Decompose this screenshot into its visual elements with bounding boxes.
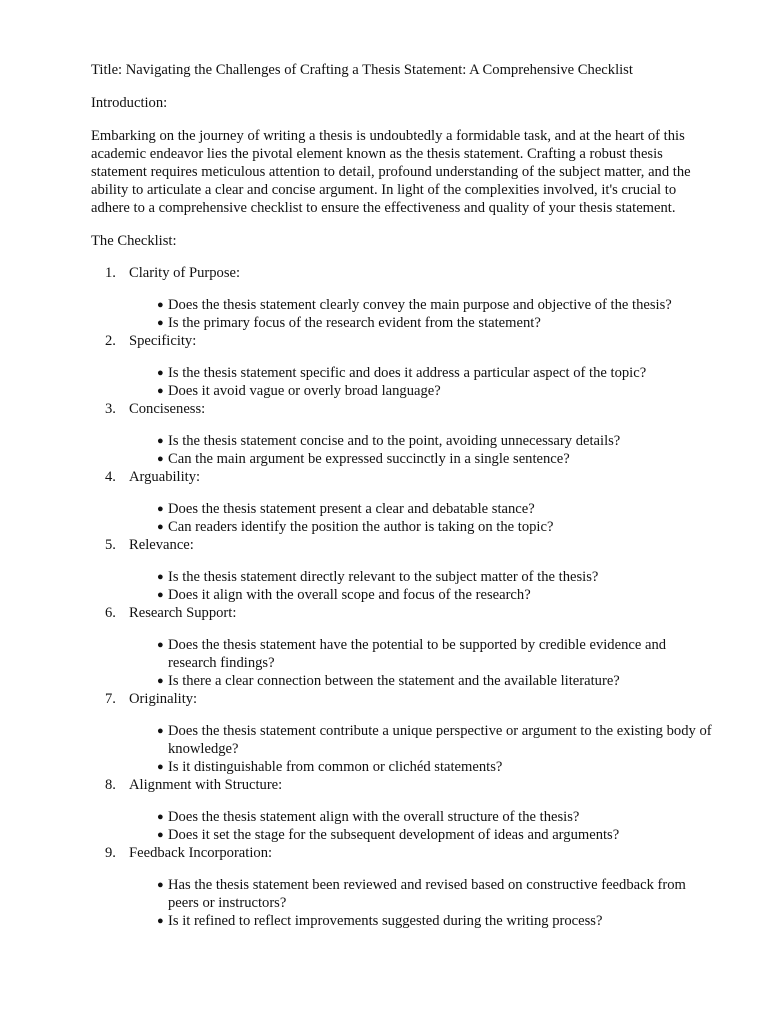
question-item <box>129 518 713 536</box>
document-title: Title: Navigating the Challenges of Crafting a Thesis Statement: A Comprehensive Checklist <box>91 62 633 78</box>
question-item <box>129 758 713 776</box>
question-list <box>129 364 721 400</box>
checklist-item-number: 1. <box>105 265 116 281</box>
intro-heading: Introduction: <box>91 95 168 111</box>
question-text: Is there a clear connection between the statement and the available literature? <box>168 673 620 689</box>
question-text: Can the main argument be expressed succinctly in a single sentence? <box>168 451 570 467</box>
checklist-item-label: Feedback Incorporation: <box>129 845 273 861</box>
question-item <box>129 450 713 468</box>
checklist <box>91 264 721 930</box>
question-list <box>129 500 721 536</box>
bullet-icon: ● <box>157 435 164 447</box>
question-text: Has the thesis statement been reviewed and revised based on constructive feedback from peers or instructors? <box>168 877 686 911</box>
bullet-icon: ● <box>157 571 164 583</box>
checklist-item-label: Arguability: <box>129 469 201 485</box>
question-item <box>129 672 713 690</box>
question-text: Is it refined to reflect improvements suggested during the writing process? <box>168 913 603 929</box>
question-text: Does the thesis statement have the potential to be supported by credible evidence and research findings? <box>168 637 667 671</box>
question-list <box>129 636 721 690</box>
question-list <box>129 876 721 930</box>
question-list <box>129 808 721 844</box>
checklist-item-number: 9. <box>105 845 116 861</box>
bullet-icon: ● <box>157 503 164 515</box>
question-item <box>129 432 713 450</box>
question-item <box>129 912 713 930</box>
bullet-icon: ● <box>157 299 164 311</box>
question-list <box>129 568 721 604</box>
checklist-item <box>91 332 721 400</box>
checklist-item-number: 5. <box>105 537 116 553</box>
checklist-item-number: 7. <box>105 691 116 707</box>
bullet-icon: ● <box>157 725 164 737</box>
bullet-icon: ● <box>157 761 164 773</box>
checklist-item-number: 6. <box>105 605 116 621</box>
question-text: Does the thesis statement present a clear and debatable stance? <box>168 501 535 517</box>
question-text: Can readers identify the position the author is taking on the topic? <box>168 519 554 535</box>
checklist-item-label: Specificity: <box>129 333 197 349</box>
checklist-item-label: Research Support: <box>129 605 237 621</box>
intro-paragraph: Embarking on the journey of writing a thesis is undoubtedly a formidable task, and at the heart of this academic endeavor lies the pivotal element known as the thesis statement. Crafting a robust thesis statement requires meticulous attention to detail, profound understanding of the subject matter, and the ability to articulate a clear and concise argument. In light of the complexities involved, it's crucial to adhere to a comprehensive checklist to ensure the effectiveness and quality of your thesis statement. <box>91 128 691 216</box>
question-item <box>129 876 713 912</box>
question-text: Is the thesis statement concise and to the point, avoiding unnecessary details? <box>168 433 621 449</box>
question-item <box>129 314 713 332</box>
question-item <box>129 826 713 844</box>
checklist-item <box>91 468 721 536</box>
checklist-item <box>91 690 721 776</box>
checklist-item-label: Alignment with Structure: <box>129 777 283 793</box>
question-item <box>129 586 713 604</box>
question-text: Does the thesis statement contribute a unique perspective or argument to the existing body of knowledge? <box>168 723 712 757</box>
bullet-icon: ● <box>157 589 164 601</box>
checklist-item <box>91 536 721 604</box>
question-text: Does the thesis statement clearly convey the main purpose and objective of the thesis? <box>168 297 672 313</box>
checklist-item-number: 2. <box>105 333 116 349</box>
question-list <box>129 722 721 776</box>
document-page <box>91 61 721 930</box>
bullet-icon: ● <box>157 367 164 379</box>
question-item <box>129 500 713 518</box>
question-item <box>129 382 713 400</box>
checklist-item <box>91 604 721 690</box>
bullet-icon: ● <box>157 879 164 891</box>
bullet-icon: ● <box>157 385 164 397</box>
checklist-item <box>91 776 721 844</box>
bullet-icon: ● <box>157 915 164 927</box>
question-text: Is the primary focus of the research evident from the statement? <box>168 315 541 331</box>
bullet-icon: ● <box>157 639 164 651</box>
question-item <box>129 636 713 672</box>
question-text: Does it avoid vague or overly broad language? <box>168 383 441 399</box>
question-item <box>129 364 713 382</box>
question-text: Does it align with the overall scope and focus of the research? <box>168 587 531 603</box>
checklist-item-label: Relevance: <box>129 537 194 553</box>
question-item <box>129 722 713 758</box>
checklist-heading: The Checklist: <box>91 233 177 249</box>
checklist-item-label: Conciseness: <box>129 401 206 417</box>
checklist-item-label: Clarity of Purpose: <box>129 265 241 281</box>
checklist-item-label: Originality: <box>129 691 198 707</box>
question-text: Is the thesis statement directly relevant to the subject matter of the thesis? <box>168 569 599 585</box>
question-text: Is the thesis statement specific and does it address a particular aspect of the topic? <box>168 365 647 381</box>
checklist-item-number: 3. <box>105 401 116 417</box>
bullet-icon: ● <box>157 521 164 533</box>
checklist-item <box>91 264 721 332</box>
question-text: Does it set the stage for the subsequent development of ideas and arguments? <box>168 827 620 843</box>
question-text: Does the thesis statement align with the overall structure of the thesis? <box>168 809 580 825</box>
question-list <box>129 296 721 332</box>
bullet-icon: ● <box>157 675 164 687</box>
bullet-icon: ● <box>157 829 164 841</box>
question-item <box>129 568 713 586</box>
question-list <box>129 432 721 468</box>
question-item <box>129 296 713 314</box>
checklist-item <box>91 844 721 930</box>
bullet-icon: ● <box>157 317 164 329</box>
checklist-item-number: 8. <box>105 777 116 793</box>
question-text: Is it distinguishable from common or clichéd statements? <box>168 759 503 775</box>
checklist-item-number: 4. <box>105 469 116 485</box>
bullet-icon: ● <box>157 811 164 823</box>
question-item <box>129 808 713 826</box>
checklist-item <box>91 400 721 468</box>
bullet-icon: ● <box>157 453 164 465</box>
